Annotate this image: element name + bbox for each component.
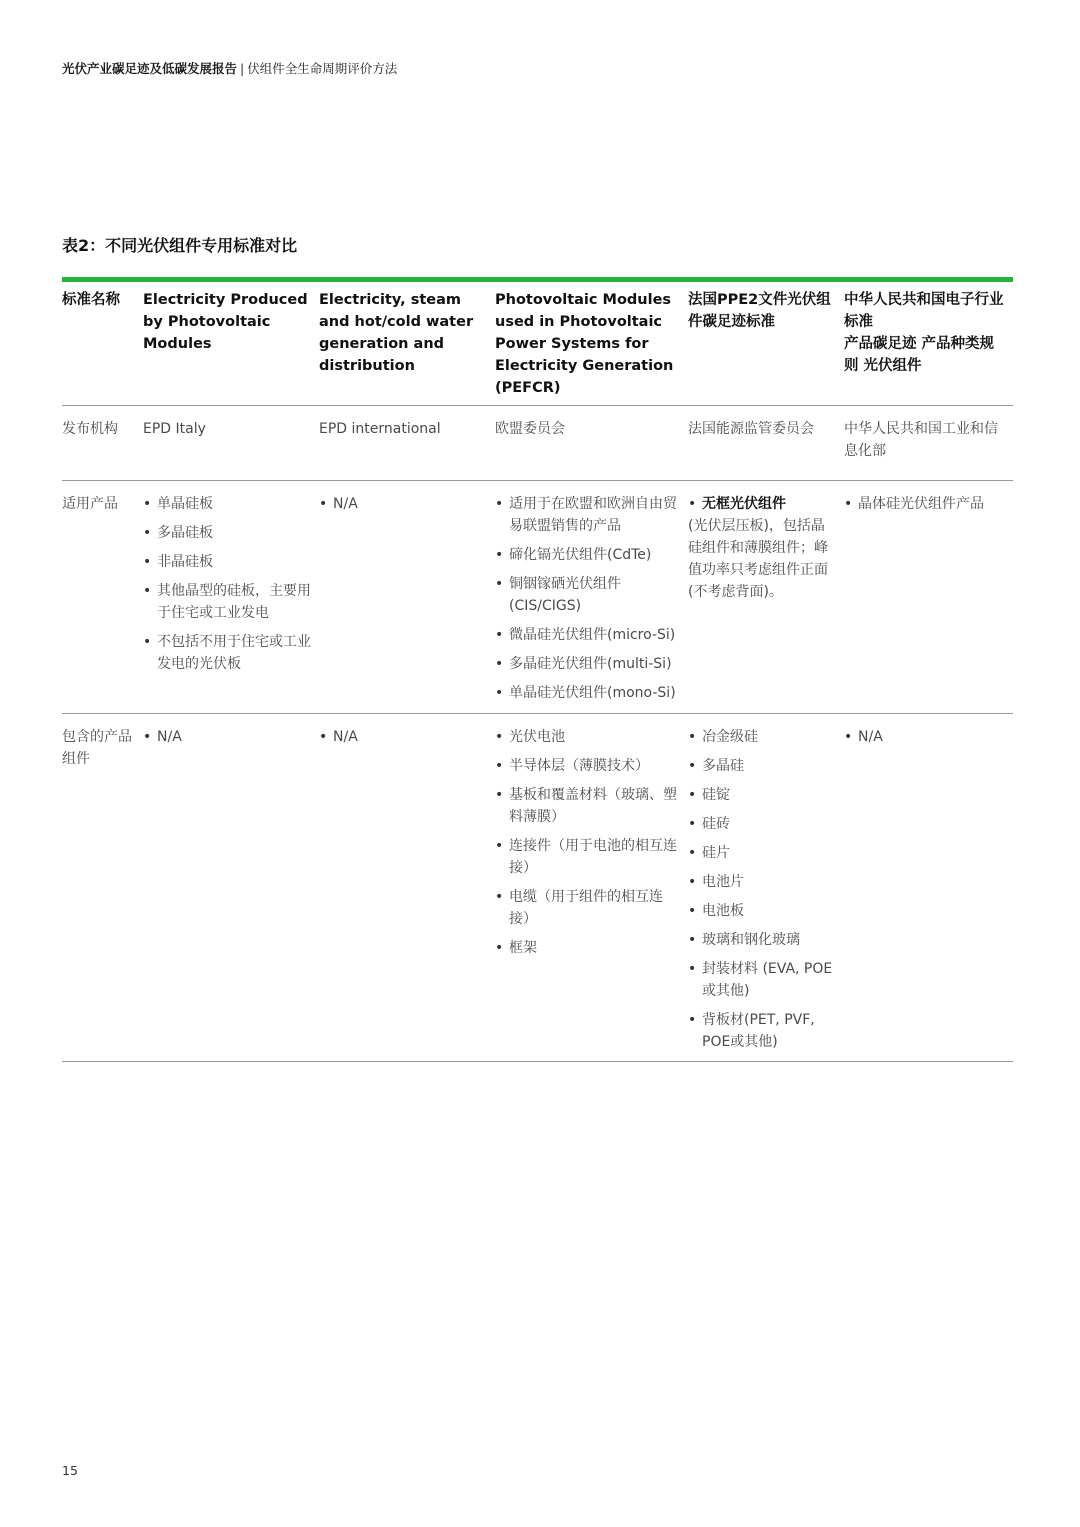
frameless-module-description: (光伏层压板)，包括晶硅组件和薄膜组件；峰值功率只考虑组件正面(不考虑背面)。 <box>688 518 828 600</box>
page-number: 15 <box>62 1463 78 1478</box>
list-item: • 框架 <box>495 937 682 959</box>
bullet-list <box>688 493 838 603</box>
list-item: • 硅片 <box>688 842 838 864</box>
list-item <box>688 493 838 603</box>
list-item: • 玻璃和钢化玻璃 <box>688 929 838 951</box>
bullet-list <box>844 726 1007 748</box>
table-row-publisher <box>62 406 1013 481</box>
china-standard-line1: 中华人民共和国电子行业标准 <box>844 292 1004 330</box>
list-item: • 连接件（用于电池的相互连接） <box>495 835 682 879</box>
china-standard-line2: 产品碳足迹 产品种类规则 光伏组件 <box>844 336 995 374</box>
row-label-publisher: 发布机构 <box>62 406 143 481</box>
products-pefcr <box>495 481 688 714</box>
list-item: • 冶金级硅 <box>688 726 838 748</box>
header-cell-france-ppe2: 法国PPE2文件光伏组件碳足迹标准 <box>688 292 831 330</box>
publisher-pefcr: 欧盟委员会 <box>495 406 688 481</box>
list-item: • 适用于在欧盟和欧洲自由贸易联盟销售的产品 <box>495 493 682 537</box>
header-separator: | <box>240 61 245 76</box>
section-title: 伏组件全生命周期评价方法 <box>247 61 398 76</box>
table-header-row <box>62 282 1013 406</box>
row-label-applicable-products: 适用产品 <box>62 481 143 714</box>
list-item: • 其他晶型的硅板，主要用于住宅或工业发电 <box>143 580 313 624</box>
standards-comparison-table <box>62 282 1013 1062</box>
publisher-france: 法国能源监管委员会 <box>688 406 844 481</box>
list-item: • 硅砖 <box>688 813 838 835</box>
components-france <box>688 714 844 1062</box>
components-epd-international <box>319 714 495 1062</box>
bullet-list <box>319 726 489 748</box>
list-item: • 不包括不用于住宅或工业发电的光伏板 <box>143 631 313 675</box>
header-cell-china-standard <box>844 282 1013 406</box>
list-item: • 电池板 <box>688 900 838 922</box>
list-item: • 多晶硅光伏组件(multi-Si) <box>495 653 682 675</box>
list-item: • 微晶硅光伏组件(micro-Si) <box>495 624 682 646</box>
list-item: • N/A <box>844 726 1007 748</box>
list-item: • 晶体硅光伏组件产品 <box>844 493 1007 515</box>
bullet-list <box>688 726 838 1053</box>
bullet-list <box>143 726 313 748</box>
header-cell-pefcr: Photovoltaic Modules used in Photovoltaic Power Systems for Electricity Generation (PEFCR) <box>495 292 674 396</box>
list-item: • 电缆（用于组件的相互连接） <box>495 886 682 930</box>
list-item: • 单晶硅光伏组件(mono-Si) <box>495 682 682 704</box>
publisher-epd-italy: EPD Italy <box>143 406 319 481</box>
products-france <box>688 481 844 714</box>
header-cell-epd-italy: Electricity Produced by Photovoltaic Modules <box>143 292 308 352</box>
header-cell-standard-name: 标准名称 <box>62 292 120 308</box>
publisher-epd-international: EPD international <box>319 406 495 481</box>
header-cell-epd-international: Electricity, steam and hot/cold water generation and distribution <box>319 292 474 374</box>
list-item: • 背板材(PET, PVF, POE或其他) <box>688 1009 838 1053</box>
list-item: • 碲化镉光伏组件(CdTe) <box>495 544 682 566</box>
list-item: • N/A <box>143 726 313 748</box>
bullet-list <box>495 493 682 704</box>
list-item: • 非晶硅板 <box>143 551 313 573</box>
table-title: 表2：不同光伏组件专用标准对比 <box>62 236 298 255</box>
components-china <box>844 714 1013 1062</box>
bullet-list <box>495 726 682 959</box>
products-epd-italy <box>143 481 319 714</box>
list-item: • N/A <box>319 726 489 748</box>
report-title: 光伏产业碳足迹及低碳发展报告 <box>62 61 238 76</box>
components-epd-italy <box>143 714 319 1062</box>
list-item: • 多晶硅板 <box>143 522 313 544</box>
list-item: • 光伏电池 <box>495 726 682 748</box>
list-item: • 封装材料 (EVA, POE或其他) <box>688 958 838 1002</box>
list-item: • N/A <box>319 493 489 515</box>
list-item: • 基板和覆盖材料（玻璃、塑料薄膜） <box>495 784 682 828</box>
products-china <box>844 481 1013 714</box>
frameless-module-label: • 无框光伏组件 <box>702 496 786 512</box>
bullet-list <box>844 493 1007 515</box>
list-item: • 电池片 <box>688 871 838 893</box>
list-item: • 硅锭 <box>688 784 838 806</box>
list-item: • 半导体层（薄膜技术） <box>495 755 682 777</box>
running-header <box>62 59 397 77</box>
list-item: • 单晶硅板 <box>143 493 313 515</box>
publisher-china: 中华人民共和国工业和信息化部 <box>844 406 1013 481</box>
row-label-components: 包含的产品组件 <box>62 714 143 1062</box>
components-pefcr <box>495 714 688 1062</box>
table-row-components <box>62 714 1013 1062</box>
list-item: • 铜铟镓硒光伏组件(CIS/CIGS) <box>495 573 682 617</box>
list-item: • 多晶硅 <box>688 755 838 777</box>
bullet-list <box>143 493 313 675</box>
bullet-list <box>319 493 489 515</box>
products-epd-international <box>319 481 495 714</box>
table-row-applicable-products <box>62 481 1013 714</box>
